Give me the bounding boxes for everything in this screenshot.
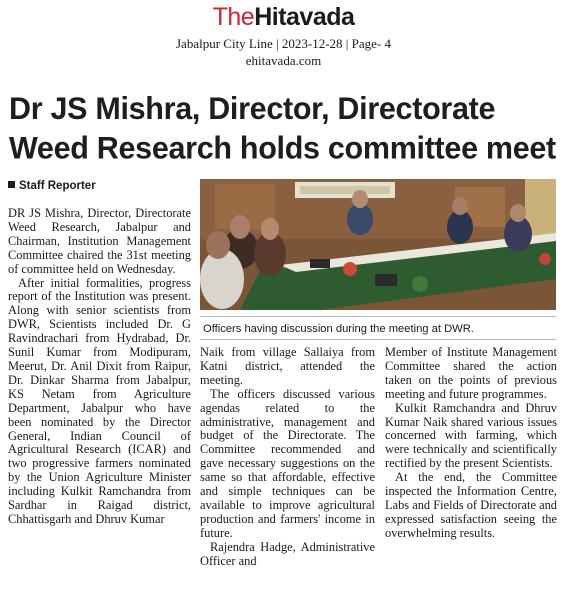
article-column-1 — [8, 207, 191, 527]
website-url: ehitavada.com — [245, 53, 322, 68]
paragraph: The officers discussed various agendas related to the administrative, management and budget of the Directorate. The Committee recommended and gave necessary suggestions on the same so that affordable, effective and simple techniques can be available to improve agricultural production and farmers' income in future. — [200, 386, 375, 540]
byline-text: Staff Reporter — [19, 180, 96, 192]
newspaper-logo: TheHitavada — [212, 3, 355, 31]
paragraph: DR JS Mishra, Director, Directorate Weed Research, Jabalpur and Chairman, Institution Management Committee chaired the 31st meeting of committee held on Wednesday. — [8, 206, 191, 276]
meeting-photo — [200, 179, 556, 310]
meeting-photo-image — [200, 179, 556, 310]
article-column-3 — [385, 346, 557, 541]
paragraph: At the end, the Committee inspected the Information Centre, Labs and Fields of Directorate and expressed satisfaction seeing the overwhelming results. — [385, 470, 557, 540]
edition-line: Jabalpur City Line | 2023-12-28 | Page- 4 — [176, 36, 391, 51]
byline — [8, 179, 96, 193]
square-bullet-icon — [8, 181, 15, 188]
article-headline: Dr JS Mishra, Director, Directorate Weed Research holds committee meet — [9, 91, 556, 166]
paragraph: Kulkit Ramchandra and Dhruv Kumar Naik shared various issues concerned with farming, which were technically and scientifically rectified by the present Scientists. — [385, 400, 557, 471]
paragraph: After initial formalities, progress report of the Institution was present. Along with senior scientists from DWR, Scientists included Dr. G Ravindrachari from Hydrabad, Dr. Sunil Kumar from Modipuram, Meerut, Dr. Anil Dixit from Raipur, Dr. Dinkar Sharma from Jabalpur, KS Netam from Agriculture Department, Jabalpur who have been nominated by the Director General, Indian Council of Agricultural Research (ICAR) and two progressive farmers nominated by the Union Agriculture Minister including Kulkit Ramchandra from Sardhar in Raigad district, Chhattisgarh and Dhruv Kumar — [8, 275, 191, 526]
paragraph: Naik from village Sallaiya from Katni district, attended the meeting. — [200, 345, 375, 387]
paragraph: Rajendra Hadge, Administrative Officer and — [200, 539, 375, 568]
paragraph: Member of Institute Management Committee shared the action taken on the points of previous meeting and future programmes. — [385, 345, 557, 401]
article-column-2 — [200, 346, 375, 569]
masthead — [0, 3, 567, 31]
photo-caption: Officers having discussion during the meeting at DWR. — [200, 316, 556, 340]
